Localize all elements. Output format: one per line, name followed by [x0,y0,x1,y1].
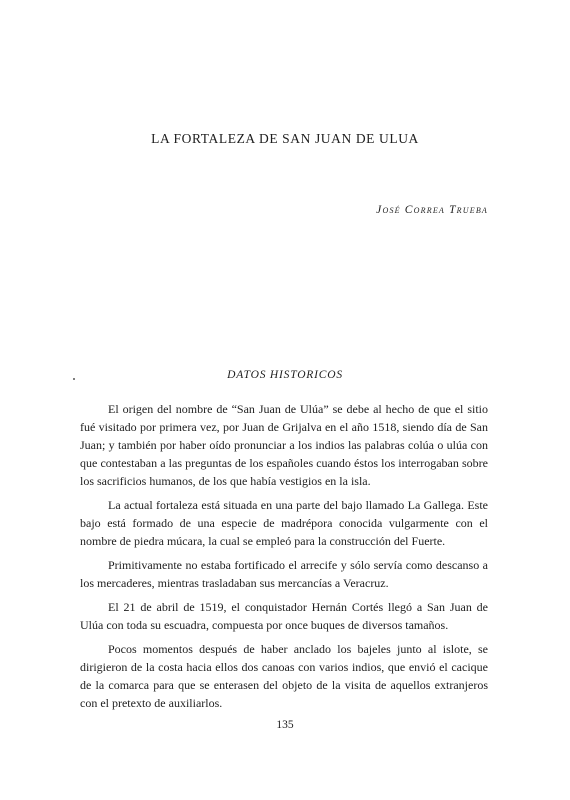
paragraph-4: El 21 de abril de 1519, el conquistador Hernán Cortés llegó a San Juan de Ulúa con toda su escuadra, compuesta por once buques de diversos tamaños. [80,600,488,632]
article-author: José Correa Trueba [376,204,488,216]
page-number: 135 [276,719,294,731]
article-title: LA FORTALEZA DE SAN JUAN DE ULUA [151,131,419,146]
article-body [80,400,488,718]
paragraph-1: El origen del nombre de “San Juan de Ulúa” se debe al hecho de que el sitio fué visitado por primera vez, por Juan de Grijalva en el año 1518, siendo día de San Juan; y también por haber oído pronunciar a los indios las palabras colúa o ulúa con que contestaban a las preguntas de los españoles cuando éstos los interrogaban sobre los sacrificios humanos, de los que había vestigios en la isla. [80,402,488,488]
section-heading: DATOS HISTORICOS [227,369,343,381]
paragraph-5: Pocos momentos después de haber anclado los bajeles junto al islote, se dirigieron de la costa hacia ellos dos canoas con varios indios, que envió el cacique de la comarca para que se enterasen del objeto de la visita de aquellos extranjeros con el pretexto de auxiliarlos. [80,642,488,710]
paragraph-3: Primitivamente no estaba fortificado el arrecife y sólo servía como descanso a los mercaderes, mientras trasladaban sus mercancías a Veracruz. [80,558,488,590]
paragraph-2: La actual fortaleza está situada en una parte del bajo llamado La Gallega. Este bajo está formado de una especie de madrépora conocida vulgarmente con el nombre de piedra múcara, la cual se empleó para la construcción del Fuerte. [80,498,488,548]
